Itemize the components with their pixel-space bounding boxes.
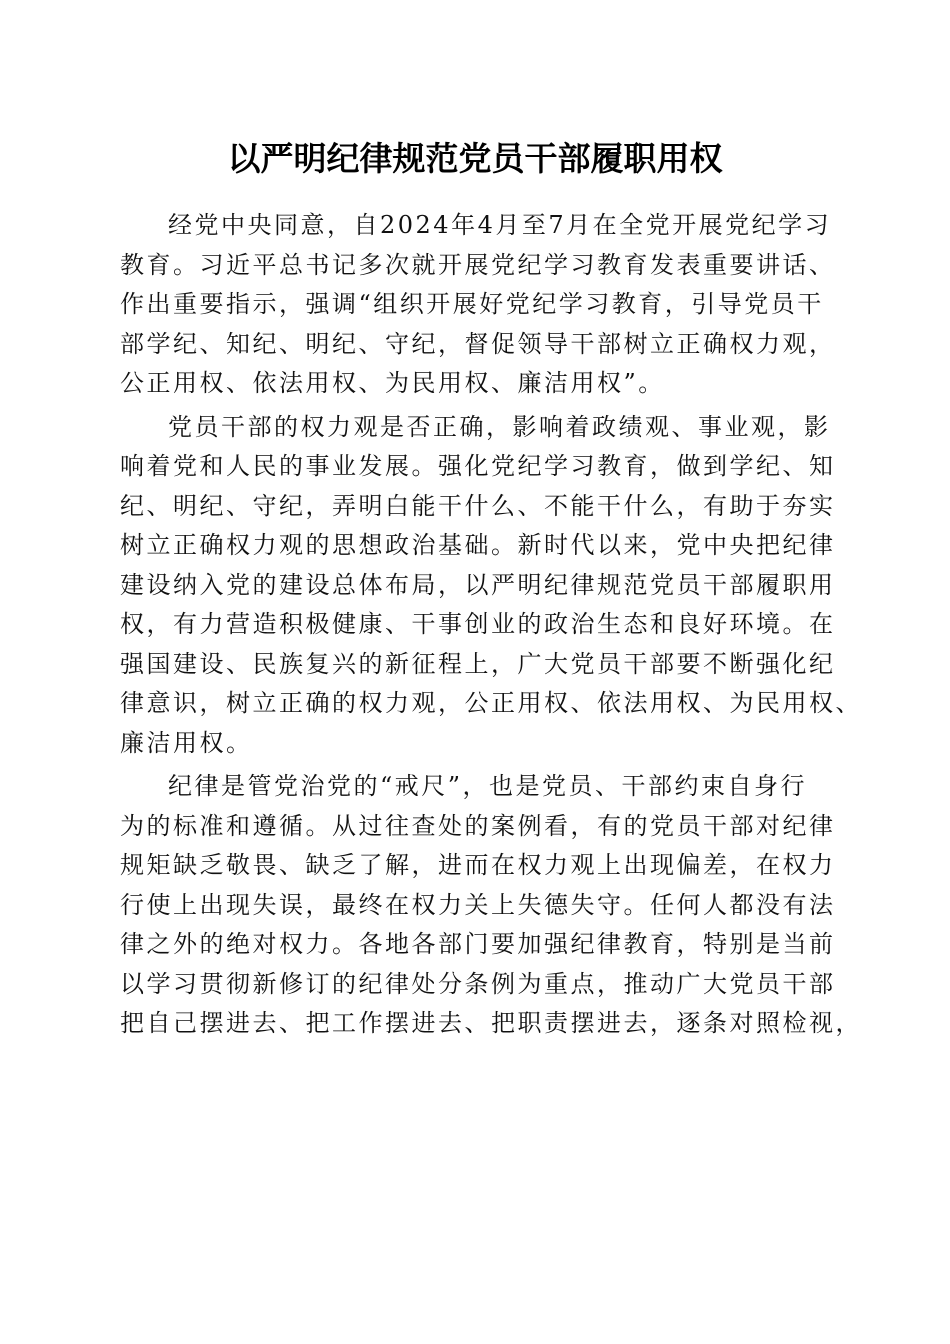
paragraph-line: 强国建设、民族复兴的新征程上，广大党员干部要不断强化纪 [120, 649, 836, 678]
paragraph-line: 响着党和人民的事业发展。强化党纪学习教育，做到学纪、知 [120, 452, 836, 480]
paragraph-line: 党员干部的权力观是否正确，影响着政绩观、事业观，影 [168, 412, 831, 441]
paragraph-line: 纪、明纪、守纪，弄明白能干什么、不能干什么，有助于夯实 [120, 491, 836, 520]
paragraph-line: 把自己摆进去、把工作摆进去、把职责摆进去，逐条对照检视， [120, 1009, 862, 1037]
paragraph-line: 以学习贯彻新修订的纪律处分条例为重点，推动广大党员干部 [120, 969, 836, 998]
paragraph-line: 行使上出现失误，最终在权力关上失德失守。任何人都没有法 [120, 890, 836, 919]
paragraph-1 [120, 206, 836, 404]
paragraph-line: 树立正确权力观的思想政治基础。新时代以来，党中央把纪律 [120, 531, 836, 559]
paragraph-line: 建设纳入党的建设总体布局，以严明纪律规范党员干部履职用 [120, 570, 836, 599]
paragraph-line: 公正用权、依法用权、为民用权、廉洁用权”。 [120, 369, 665, 397]
document-title: 以严明纪律规范党员干部履职用权 [227, 139, 723, 178]
paragraph-line: 作出重要指示，强调“组织开展好党纪学习教育，引导党员干 [120, 290, 824, 318]
paragraph-line: 律意识，树立正确的权力观，公正用权、依法用权、为民用权、 [120, 689, 862, 717]
paragraph-line: 律之外的绝对权力。各地各部门要加强纪律教育，特别是当前 [120, 930, 836, 958]
paragraph-line: 教育。习近平总书记多次就开展党纪学习教育发表重要讲话、 [120, 250, 836, 279]
paragraph-line: 纪律是管党治党的“戒尺”，也是党员、干部约束自身行 [168, 772, 808, 800]
paragraph-line: 为的标准和遵循。从过往查处的案例看，有的党员干部对纪律 [120, 811, 836, 840]
paragraph-line: 经党中央同意，自2024年4月至7月在全党开展党纪学习 [168, 211, 832, 239]
paragraph-line: 规矩缺乏敬畏、缺乏了解，进而在权力观上出现偏差，在权力 [120, 851, 836, 879]
paragraph-line: 部学纪、知纪、明纪、守纪，督促领导干部树立正确权力观， [120, 329, 836, 358]
paragraph-2 [120, 408, 862, 764]
paragraph-line: 权，有力营造积极健康、干事创业的政治生态和良好环境。在 [120, 610, 836, 638]
document-body [120, 206, 862, 1048]
paragraph-3 [120, 767, 862, 1044]
paragraph-line: 廉洁用权。 [120, 728, 253, 757]
